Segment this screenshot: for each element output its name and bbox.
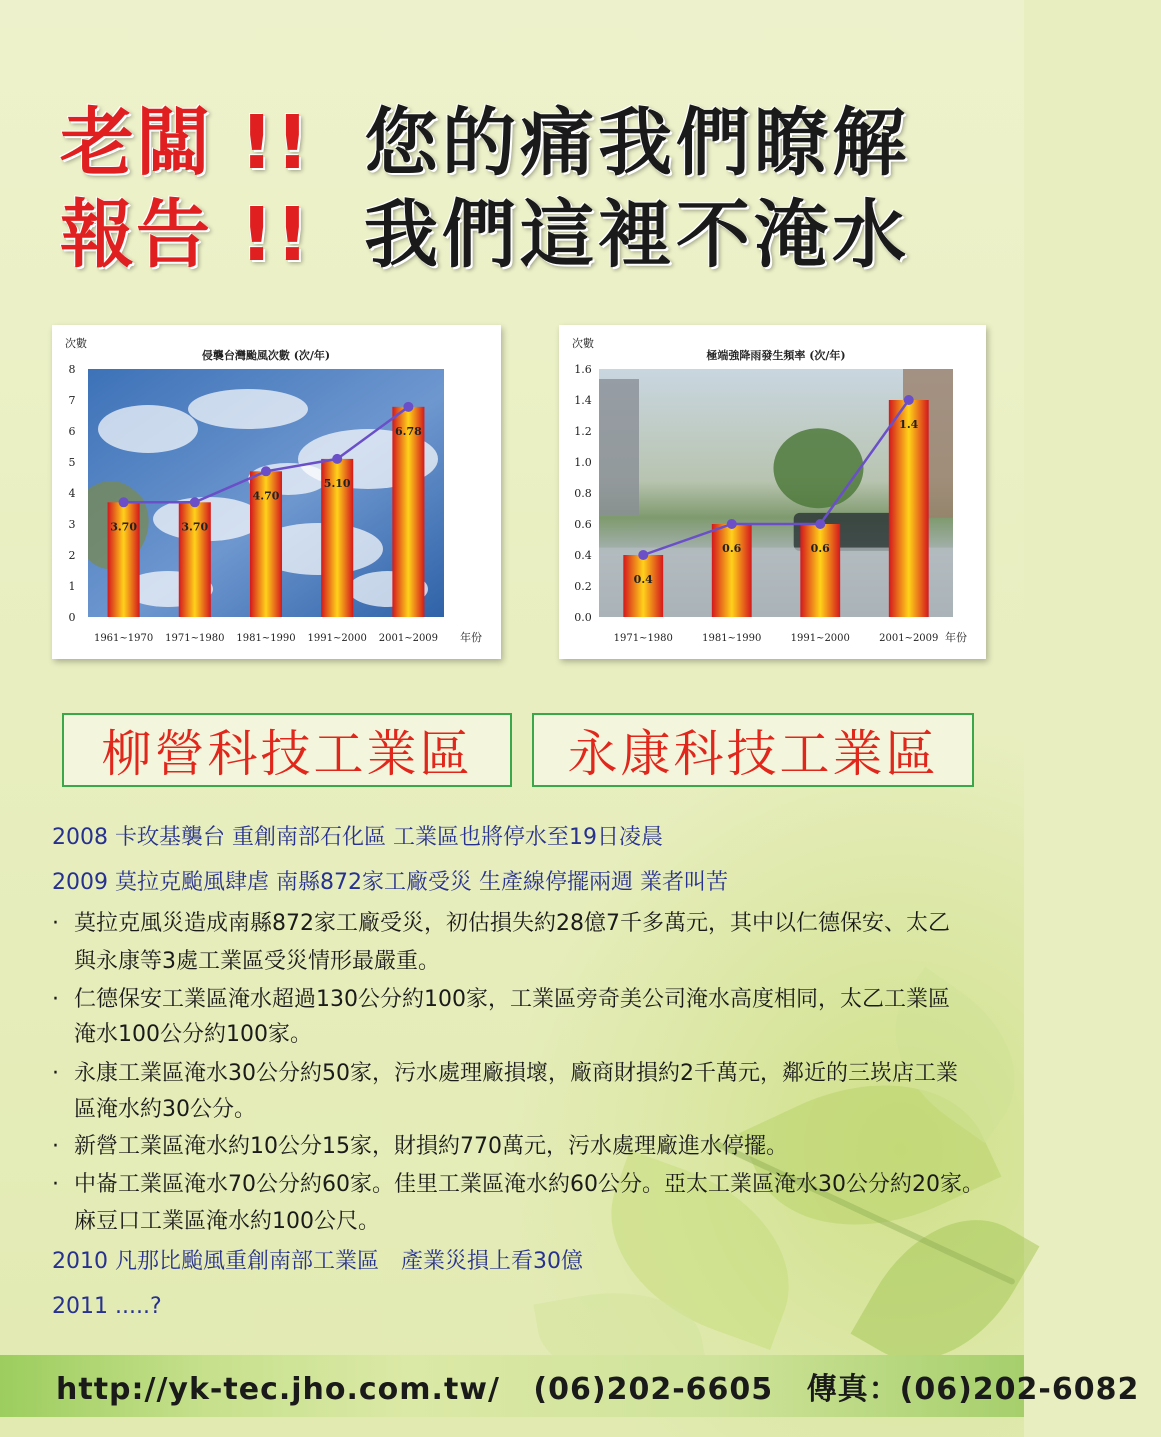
bullet-2-cont: 淹水100公分約100家。 — [74, 1022, 312, 1047]
bullet-1 — [52, 906, 950, 942]
news-2010: 2010 凡那比颱風重創南部工業區 產業災損上看30億 — [52, 1249, 583, 1274]
y-tick-label: 1 — [68, 580, 76, 593]
tree-shape — [773, 428, 863, 508]
x-tick-label: 1991~2000 — [790, 633, 850, 644]
headline-pain: 您的痛我們瞭解 — [364, 100, 910, 186]
x-axis-label: 年份 — [945, 631, 967, 644]
chart-title: 極端強降雨發生頻率 (次/年) — [706, 349, 846, 362]
bar — [392, 407, 424, 617]
bar-value-label: 1.4 — [899, 418, 919, 431]
y-tick-label: 8 — [68, 363, 76, 376]
bullet-5-cont: 麻豆口工業區淹水約100公尺。 — [74, 1209, 380, 1234]
y-tick-label: 1.2 — [574, 425, 592, 438]
y-tick-label: 1.0 — [574, 456, 592, 469]
typhoon-chart-svg — [52, 325, 501, 659]
bullet-1-cont: 與永康等3處工業區受災情形最嚴重。 — [74, 949, 440, 974]
x-tick-label: 1991~2000 — [307, 633, 367, 644]
cloud-shape — [188, 389, 308, 429]
zone-liuying: 柳營科技工業區 — [62, 713, 512, 787]
news-2011: 2011 .....? — [52, 1294, 162, 1319]
x-tick-label: 1981~1990 — [236, 633, 296, 644]
typhoon-chart — [52, 325, 501, 659]
trend-point — [332, 454, 342, 464]
bar-value-label: 3.70 — [110, 520, 137, 534]
bar — [712, 524, 752, 617]
bar-value-label: 0.6 — [810, 542, 830, 555]
y-axis-label: 次數 — [65, 337, 87, 350]
trend-point — [190, 497, 200, 507]
headline-report: 報告 !! — [60, 192, 312, 278]
bullet-3-text: 永康工業區淹水30公分約50家，污水處理廠損壞，廠商財損約2千萬元，鄰近的三崁店工業 — [74, 1061, 958, 1086]
bar-value-label: 4.70 — [252, 489, 280, 503]
x-tick-label: 1981~1990 — [702, 633, 762, 644]
fax-label: 傳真： — [806, 1372, 900, 1407]
bar — [800, 524, 840, 617]
y-axis-label: 次數 — [572, 337, 594, 350]
trend-point — [261, 466, 271, 476]
y-tick-label: 3 — [68, 518, 76, 531]
bar-value-label: 5.10 — [323, 476, 351, 490]
bullet-5 — [52, 1167, 984, 1203]
x-tick-label: 1961~1970 — [93, 633, 154, 644]
y-tick-label: 0.6 — [574, 518, 592, 531]
x-tick-label: 1971~1980 — [613, 633, 673, 644]
headline-no-flood: 我們這裡不淹水 — [364, 192, 910, 278]
trend-point — [727, 519, 737, 529]
bullet-5-text: 中崙工業區淹水70公分約60家。佳里工業區淹水約60公分。亞太工業區淹水30公分約20家。 — [74, 1172, 984, 1197]
bullet-2 — [52, 982, 950, 1018]
cloud-shape — [98, 405, 198, 453]
x-tick-label: 2001~2009 — [378, 633, 439, 644]
bar-value-label: 0.6 — [722, 542, 742, 555]
bullet-dot: · — [52, 1172, 59, 1197]
trend-point — [904, 395, 914, 405]
footer-contact — [56, 1364, 1161, 1408]
y-tick-label: 0.8 — [574, 487, 592, 500]
bullet-dot: · — [52, 911, 59, 936]
y-tick-label: 4 — [68, 487, 76, 500]
news-2008: 2008 卡玫基襲台 重創南部石化區 工業區也將停水至19日凌晨 — [52, 825, 663, 850]
bullet-dot: · — [52, 1061, 59, 1086]
y-tick-label: 1.4 — [574, 394, 592, 407]
y-tick-label: 7 — [68, 394, 76, 407]
bar-value-label: 6.78 — [395, 424, 422, 438]
bullet-3 — [52, 1056, 958, 1092]
bar — [889, 400, 929, 617]
y-tick-label: 0 — [68, 611, 76, 624]
y-tick-label: 1.6 — [574, 363, 592, 376]
fax-number: (06)202-6082 — [899, 1372, 1140, 1407]
headline-boss: 老闆 !! — [60, 100, 312, 186]
news-2009: 2009 莫拉克颱風肆虐 南縣872家工廠受災 生產線停擺兩週 業者叫苦 — [52, 870, 728, 895]
bullet-4-text: 新營工業區淹水約10公分15家，財損約770萬元，污水處理廠進水停擺。 — [74, 1134, 788, 1159]
y-tick-label: 5 — [68, 456, 76, 469]
building-shape — [599, 379, 639, 515]
x-tick-label: 2001~2009 — [879, 633, 939, 644]
bar-value-label: 3.70 — [181, 520, 209, 534]
trend-point — [403, 402, 413, 412]
bullet-4 — [52, 1129, 788, 1165]
bullet-1-text: 莫拉克風災造成南縣872家工廠受災，初估損失約28億7千多萬元，其中以仁德保安、太乙 — [74, 911, 950, 936]
chart-title: 侵襲台灣颱風次數 (次/年) — [201, 349, 331, 362]
trend-point — [815, 519, 825, 529]
trend-point — [638, 550, 648, 560]
bar — [623, 555, 663, 617]
trend-point — [119, 497, 129, 507]
y-tick-label: 0.0 — [574, 611, 592, 624]
x-tick-label: 1971~1980 — [165, 633, 225, 644]
headline-row-2 — [60, 184, 910, 278]
phone-number: (06)202-6605 — [533, 1372, 774, 1407]
bullet-dot: · — [52, 987, 59, 1012]
bullet-3-cont: 區淹水約30公分。 — [74, 1097, 256, 1122]
zone-yongkang: 永康科技工業區 — [532, 713, 974, 787]
bar-value-label: 0.4 — [633, 573, 653, 586]
bullet-2-text: 仁德保安工業區淹水超過130公分約100家，工業區旁奇美公司淹水高度相同，太乙工業區 — [74, 987, 950, 1012]
x-axis-label: 年份 — [460, 631, 482, 644]
y-tick-label: 6 — [68, 425, 76, 438]
y-tick-label: 0.2 — [574, 580, 592, 593]
headline-row-1 — [60, 92, 910, 186]
y-tick-label: 2 — [68, 549, 76, 562]
website-link[interactable]: http://yk-tec.jho.com.tw/ — [56, 1372, 500, 1407]
bullet-dot: · — [52, 1134, 59, 1159]
rainfall-chart-svg — [559, 325, 986, 659]
y-tick-label: 0.4 — [574, 549, 592, 562]
rainfall-chart — [559, 325, 986, 659]
